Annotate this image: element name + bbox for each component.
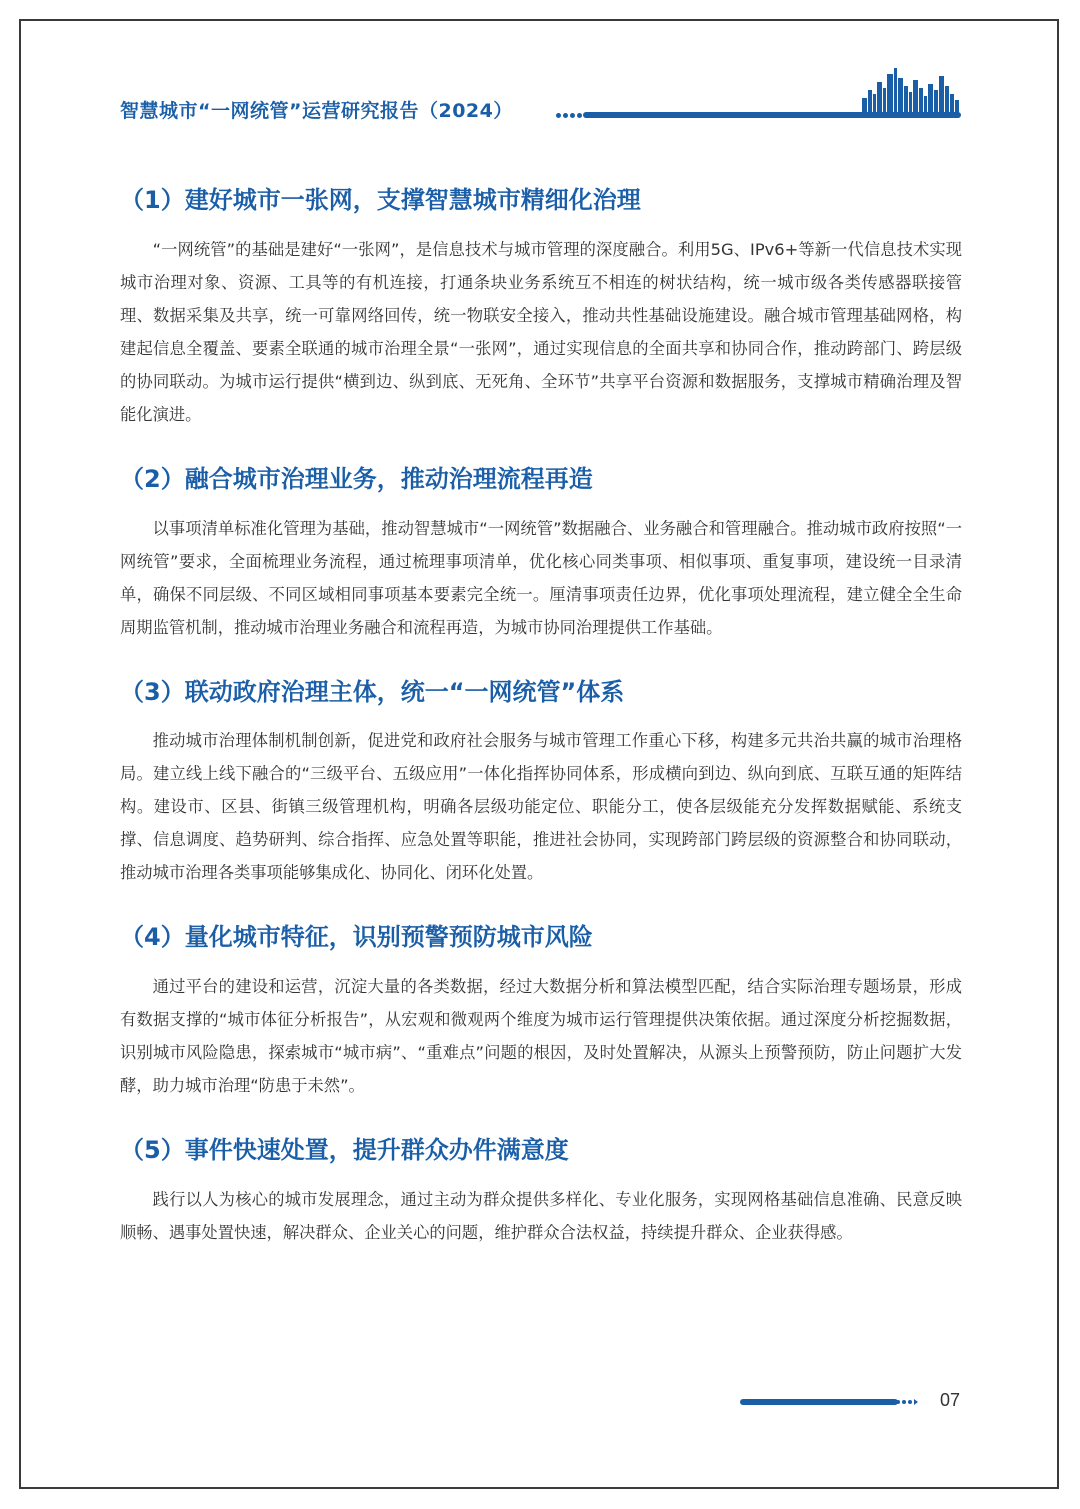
section-heading-3: （3）联动政府治理主体，统一“一网统管”体系 [120,677,625,706]
section-body-2: 以事项清单标准化管理为基础，推动智慧城市“一网统管”数据融合、业务融合和管理融合。推动城市政府按照“一网统管”要求，全面梳理业务流程，通过梳理事项清单，优化核心同类事项、相似事项、重复事项，建设统一目录清单，确保不同层级、不同区域相同事项基本要素完全统一。厘清事项责任边界，优化事项处理流程，建立健全全生命周期监管机制，推动城市治理业务融合和流程再造，为城市协同治理提供工作基础。 [120,518,962,637]
main-content [120,186,962,1283]
section-heading-4: （4）量化城市特征，识别预警预防城市风险 [120,923,593,952]
header-title: 智慧城市“一网统管”运营研究报告（2024） [120,100,513,122]
page-number: 07 [940,1390,961,1410]
section-body-4: 通过平台的建设和运营，沉淀大量的各类数据，经过大数据分析和算法模型匹配，结合实际治理专题场景，形成有数据支撑的“城市体征分析报告”，从宏观和微观两个维度为城市运行管理提供决策依据。通过深度分析挖掘数据，识别城市风险隐患，探索城市“城市病”、“重难点”问题的根因，及时处置解决，从源头上预警预防，防止问题扩大发酵，助力城市治理“防患于未然”。 [120,977,962,1096]
section-heading-5: （5）事件快速处置，提升群众办件满意度 [120,1136,569,1165]
section-heading-2: （2）融合城市治理业务，推动治理流程再造 [120,464,593,493]
section-body-3: 推动城市治理体制机制创新，促进党和政府社会服务与城市管理工作重心下移，构建多元共治共赢的城市治理格局。建立线上线下融合的“三级平台、五级应用”一体化指挥协同体系，形成横向到边、纵向到底、互联互通的矩阵结构。建设市、区县、街镇三级管理机构，明确各层级功能定位、职能分工，使各层级能充分发挥数据赋能、系统支撑、信息调度、趋势研判、综合指挥、应急处置等职能，推进社会协同，实现跨部门跨层级的资源整合和协同联动，推动城市治理各类事项能够集成化、协同化、闭环化处置。 [120,731,962,883]
footer-rule [740,1399,898,1405]
city-skyline-icon [860,68,960,116]
section-heading-1: （1）建好城市一张网，支撑智慧城市精细化治理 [120,186,641,214]
header-dots-decoration [556,111,584,119]
footer-dots-decoration [896,1399,918,1405]
section-body-1: “一网统管”的基础是建好“一张网”，是信息技术与城市管理的深度融合。利用5G、IPv6+等新一代信息技术实现城市治理对象、资源、工具等的有机连接，打通条块业务系统互不相连的树状结构，统一城市级各类传感器联接管理、数据采集及共享，统一可靠网络回传，统一物联安全接入，推动共性基础设施建设。融合城市管理基础网格，构建起信息全覆盖、要素全联通的城市治理全景“一张网”，通过实现信息的全面共享和协同合作，推动跨部门、跨层级的协同联动。为城市运行提供“横到边、纵到底、无死角、全环节”共享平台资源和数据服务，支撑城市精确治理及智能化演进。 [120,239,962,424]
section-body-5: 践行以人为核心的城市发展理念，通过主动为群众提供多样化、专业化服务，实现网格基础信息准确、民意反映顺畅、遇事处置快速，解决群众、企业关心的问题，维护群众合法权益，持续提升群众、企业获得感。 [120,1189,962,1242]
